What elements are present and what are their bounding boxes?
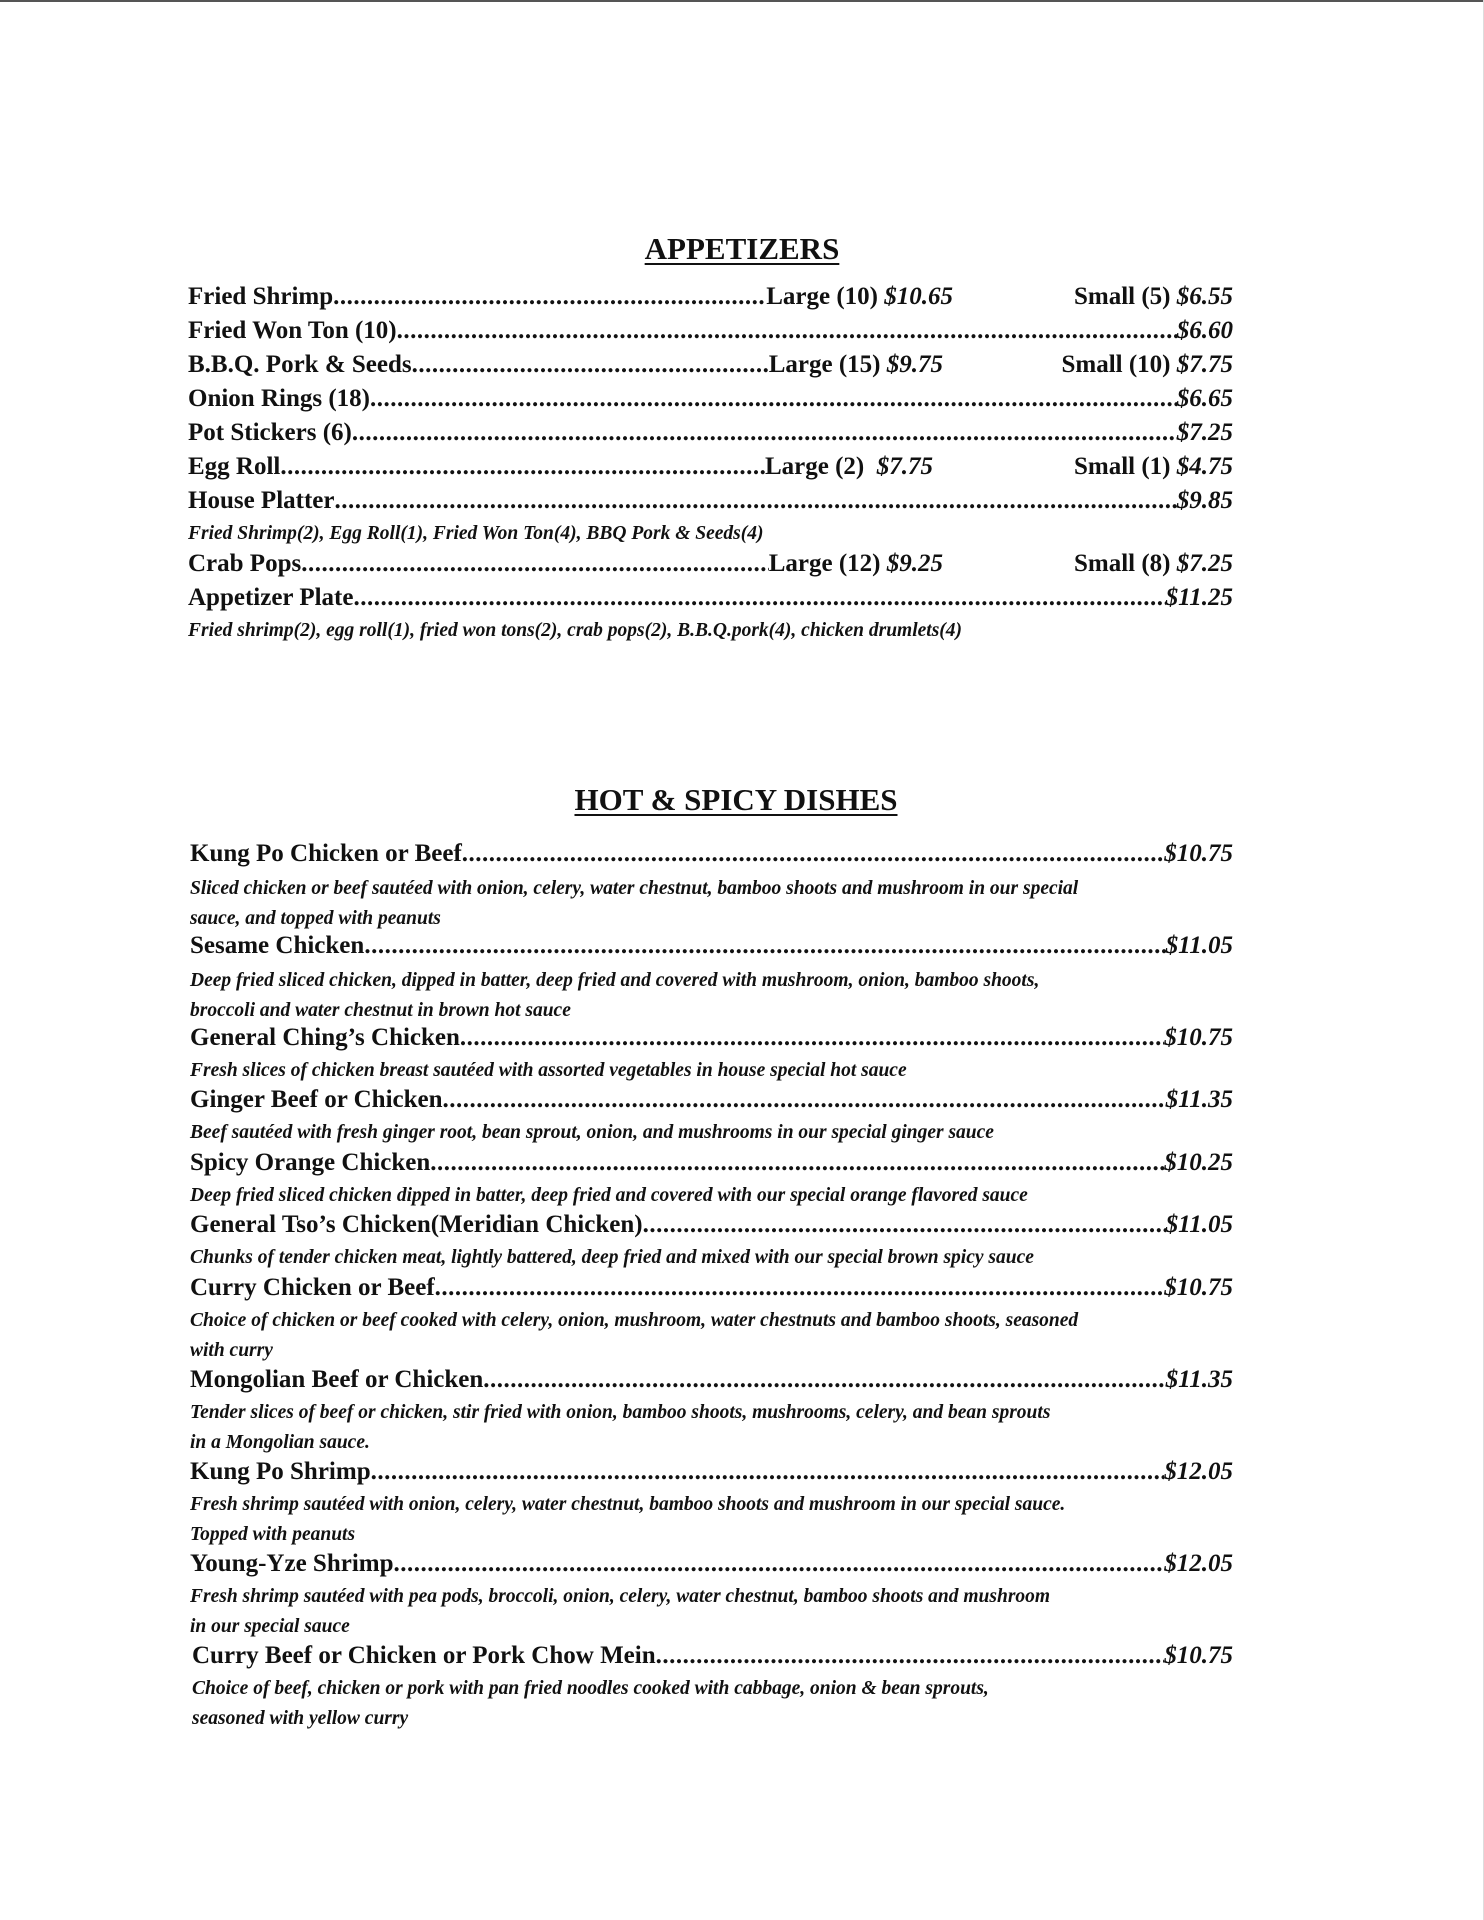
item-price: $7.25 (1176, 419, 1233, 446)
item-price: $11.35 (1165, 1086, 1233, 1113)
menu-item-fried-shrimp (188, 283, 1233, 311)
item-description (190, 1582, 1050, 1641)
description-line: Fresh shrimp sautéed with pea pods, broccoli, onion, celery, water chestnut, bamboo shoots and mushroom (190, 1586, 1051, 1607)
dot-leader (656, 1642, 1165, 1670)
dot-leader (435, 1274, 1165, 1302)
menu-item (190, 1366, 1233, 1394)
item-description (190, 1118, 994, 1148)
large-label: Large (2) (764, 453, 865, 480)
item-description (190, 874, 1078, 933)
menu-item (190, 932, 1233, 960)
dot-leader (334, 487, 1176, 515)
description-line: broccoli and water chestnut in brown hot sauce (190, 999, 571, 1021)
description-line: Fresh slices of chicken breast sautéed with assorted vegetables in house special hot sauce (190, 1060, 907, 1081)
description-line: seasoned with yellow curry (192, 1707, 409, 1729)
item-name: Fried Won Ton (10) (188, 317, 397, 344)
item-price: $6.65 (1176, 385, 1233, 412)
small-label: Small (1) (1073, 453, 1171, 480)
item-name: Curry Chicken or Beef (190, 1274, 435, 1301)
small-option (933, 453, 1233, 481)
item-price: $10.75 (1164, 840, 1233, 867)
dot-leader (301, 550, 769, 578)
appetizers-title: APPETIZERS (644, 231, 840, 266)
menu-item (190, 1086, 1233, 1114)
item-description (190, 1056, 907, 1086)
item-name: Ginger Beef or Chicken (190, 1086, 443, 1113)
item-name: Onion Rings (18) (188, 385, 370, 412)
small-label: Small (5) (1073, 283, 1171, 310)
menu-item (190, 1458, 1233, 1486)
item-description (192, 1674, 989, 1733)
dot-leader (394, 1550, 1165, 1578)
item-price: $10.75 (1164, 1024, 1233, 1051)
large-price: $7.75 (876, 453, 933, 480)
menu-item-onion-rings (188, 385, 1233, 413)
menu-item (190, 840, 1233, 868)
small-option (943, 351, 1233, 379)
item-price: $11.25 (1165, 584, 1233, 611)
item-name: Kung Po Shrimp (190, 1458, 371, 1485)
item-description: Fried shrimp(2), egg roll(1), fried won tons(2), crab pops(2), B.B.Q.pork(4), chicken drumlets(4) (188, 620, 963, 641)
item-name: Young-Yze Shrimp (190, 1550, 394, 1577)
item-price: $6.60 (1176, 317, 1233, 344)
menu-item (190, 1274, 1233, 1302)
large-price: $9.75 (886, 351, 943, 378)
dot-leader (460, 1024, 1164, 1052)
menu-item-bbq-pork (188, 351, 1233, 379)
item-price: $11.35 (1165, 1366, 1233, 1393)
item-description (190, 1306, 1078, 1365)
menu-item (190, 1211, 1233, 1239)
menu-item (192, 1642, 1233, 1670)
dot-leader (462, 840, 1164, 868)
description-line: in our special sauce (190, 1615, 350, 1637)
large-label: Large (12) (768, 550, 881, 577)
item-description (190, 1243, 1034, 1273)
menu-item-house-platter (188, 487, 1233, 515)
dot-leader (483, 1366, 1165, 1394)
item-description (190, 1490, 1065, 1549)
menu-item (190, 1550, 1233, 1578)
item-name: General Tso’s Chicken(Meridian Chicken) (190, 1211, 643, 1238)
small-price: $7.25 (1176, 550, 1233, 577)
dot-leader (333, 283, 766, 311)
description-line: Deep fried sliced chicken dipped in batter, deep fried and covered with our special orange flavored sauce (190, 1185, 1028, 1206)
item-description (190, 1181, 1028, 1211)
small-price: $7.75 (1176, 351, 1233, 378)
item-price: $10.75 (1164, 1274, 1233, 1301)
item-price: $12.05 (1164, 1550, 1233, 1577)
dot-leader (352, 419, 1177, 447)
menu-item-pot-stickers (188, 419, 1233, 447)
dot-leader (353, 584, 1165, 612)
large-price: $10.65 (884, 283, 953, 310)
item-name: Fried Shrimp (188, 283, 334, 310)
dot-leader (412, 351, 769, 379)
item-name: Mongolian Beef or Chicken (190, 1366, 484, 1393)
dot-leader (443, 1086, 1166, 1114)
dot-leader (280, 453, 765, 481)
description-line: Fresh shrimp sautéed with onion, celery, water chestnut, bamboo shoots and mushroom in our special sauce. (190, 1494, 1066, 1515)
item-price: $9.85 (1176, 487, 1233, 514)
item-name: Pot Stickers (6) (188, 419, 352, 446)
description-line: Topped with peanuts (190, 1523, 356, 1545)
item-name: Appetizer Plate (188, 584, 354, 611)
item-name: Spicy Orange Chicken (190, 1149, 431, 1176)
item-price: $10.75 (1164, 1642, 1233, 1669)
item-name: Crab Pops (188, 550, 302, 577)
item-name: Kung Po Chicken or Beef (190, 840, 462, 867)
small-label: Small (8) (1073, 550, 1171, 577)
menu-item-fried-won-ton (188, 317, 1233, 345)
description-line: Chunks of tender chicken meat, lightly battered, deep fried and mixed with our special brown spicy sauce (190, 1247, 1034, 1268)
item-price: $11.05 (1165, 932, 1233, 959)
menu-item-egg-roll (188, 453, 1233, 481)
menu-item-appetizer-plate (188, 584, 1233, 612)
description-line: Choice of chicken or beef cooked with celery, onion, mushroom, water chestnuts and bamboo shoots, seasoned (190, 1310, 1079, 1331)
item-name: Sesame Chicken (190, 932, 365, 959)
large-label: Large (10) (766, 283, 878, 310)
small-label: Small (10) (1061, 351, 1171, 378)
large-price: $9.25 (886, 550, 943, 577)
dot-leader (430, 1149, 1164, 1177)
item-name: House Platter (188, 487, 335, 514)
item-price: $10.25 (1164, 1149, 1233, 1176)
item-name: Curry Beef or Chicken or Pork Chow Mein (192, 1642, 656, 1669)
item-name: General Ching’s Chicken (190, 1024, 460, 1051)
menu-item (190, 1024, 1233, 1052)
description-line: Sliced chicken or beef sautéed with onion, celery, water chestnut, bamboo shoots and mushroom in our special (190, 878, 1079, 899)
item-price: $11.05 (1165, 1211, 1233, 1238)
hot-spicy-title: HOT & SPICY DISHES (574, 782, 898, 817)
small-option (943, 550, 1233, 578)
description-line: in a Mongolian sauce. (190, 1431, 370, 1453)
small-option (953, 283, 1233, 311)
menu-item (190, 1149, 1233, 1177)
small-price: $6.55 (1176, 283, 1233, 310)
description-line: Deep fried sliced chicken, dipped in batter, deep fried and covered with mushroom, onion, bamboo shoots, (190, 970, 1040, 991)
item-name: B.B.Q. Pork & Seeds (188, 351, 412, 378)
item-description (190, 1398, 1050, 1457)
item-description: Fried Shrimp(2), Egg Roll(1), Fried Won Ton(4), BBQ Pork & Seeds(4) (188, 523, 764, 544)
dot-leader (643, 1211, 1166, 1239)
dot-leader (371, 1458, 1165, 1486)
small-price: $4.75 (1176, 453, 1233, 480)
description-line: with curry (190, 1339, 273, 1361)
dot-leader (370, 385, 1177, 413)
description-line: Beef sautéed with fresh ginger root, bean sprout, onion, and mushrooms in our special ginger sauce (190, 1122, 994, 1143)
large-label: Large (15) (768, 351, 881, 378)
description-line: Choice of beef, chicken or pork with pan fried noodles cooked with cabbage, onion & bean sprouts, (192, 1678, 989, 1699)
top-border (0, 0, 1484, 2)
item-description (190, 966, 1039, 1025)
item-price: $12.05 (1164, 1458, 1233, 1485)
description-line: Tender slices of beef or chicken, stir fried with onion, bamboo shoots, mushrooms, celery, and bean sprouts (190, 1402, 1051, 1423)
item-name: Egg Roll (188, 453, 281, 480)
description-line: sauce, and topped with peanuts (190, 907, 441, 929)
dot-leader (364, 932, 1165, 960)
dot-leader (397, 317, 1177, 345)
menu-item-crab-pops (188, 550, 1233, 578)
